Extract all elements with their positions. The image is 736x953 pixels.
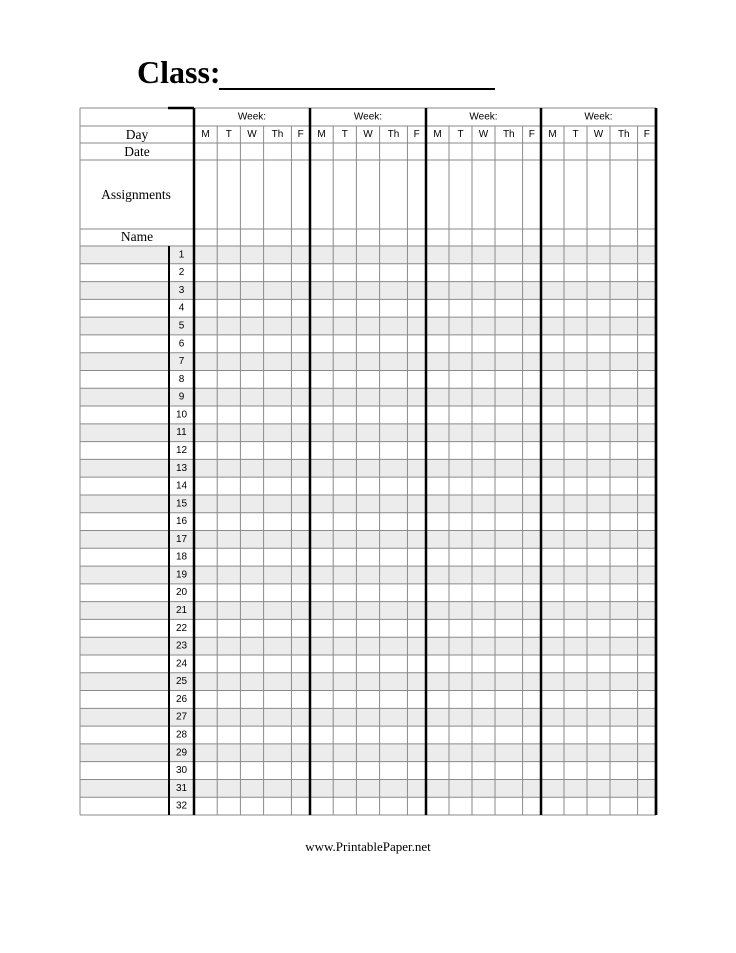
- student-number: 27: [175, 711, 188, 723]
- week-label: Week:: [237, 111, 267, 123]
- row-shading: [80, 708, 656, 726]
- row-shading: [80, 602, 656, 620]
- day-header-th: Th: [502, 129, 515, 140]
- day-header-m: M: [548, 129, 557, 140]
- row-shading: [80, 353, 656, 371]
- day-header-t: T: [457, 129, 464, 140]
- student-number: 22: [175, 622, 188, 634]
- student-number: 2: [178, 267, 185, 279]
- day-header-m: M: [433, 129, 442, 140]
- row-shading: [80, 459, 656, 477]
- student-number: 21: [175, 605, 188, 617]
- student-number: 18: [175, 551, 188, 563]
- student-number: 31: [175, 782, 188, 794]
- student-number: 19: [175, 569, 188, 581]
- day-header-th: Th: [617, 129, 630, 140]
- row-shading: [80, 779, 656, 797]
- row-shading: [80, 495, 656, 513]
- day-header-f: F: [297, 129, 304, 140]
- row-shading: [80, 388, 656, 406]
- day-header-f: F: [643, 129, 650, 140]
- footer-website: www.PrintablePaper.net: [305, 839, 431, 854]
- day-header-w: W: [247, 129, 257, 140]
- row-shading: [80, 673, 656, 691]
- day-header-t: T: [225, 129, 232, 140]
- name-column-label: Name: [120, 229, 154, 244]
- student-number: 32: [175, 800, 188, 812]
- day-header-t: T: [341, 129, 348, 140]
- day-header-f: F: [413, 129, 420, 140]
- student-number: 16: [175, 516, 188, 528]
- student-number: 28: [175, 729, 188, 741]
- student-number: 24: [175, 658, 188, 670]
- student-number: 29: [175, 747, 188, 759]
- row-shading: [80, 744, 656, 762]
- student-number: 5: [178, 320, 185, 332]
- day-header-w: W: [363, 129, 373, 140]
- student-number: 23: [175, 640, 188, 652]
- student-number: 9: [178, 391, 185, 403]
- day-header-f: F: [528, 129, 535, 140]
- student-number: 20: [175, 587, 188, 599]
- row-shading: [80, 637, 656, 655]
- day-header-w: W: [478, 129, 489, 140]
- row-shading: [80, 246, 656, 264]
- student-number: 11: [176, 427, 187, 439]
- day-header-m: M: [317, 129, 326, 140]
- day-header-m: M: [201, 129, 210, 140]
- week-label: Week:: [353, 111, 383, 123]
- row-shading: [80, 317, 656, 335]
- row-shading: [80, 282, 656, 300]
- student-number: 15: [175, 498, 188, 510]
- student-number: 26: [175, 693, 188, 705]
- date-row-label: Date: [124, 144, 150, 159]
- student-number: 30: [175, 765, 188, 777]
- student-number: 10: [175, 409, 188, 421]
- week-label: Week:: [584, 111, 613, 123]
- week-label: Week:: [469, 111, 498, 123]
- row-shading: [80, 531, 656, 549]
- student-number: 6: [178, 338, 185, 350]
- day-row-label: Day: [125, 127, 149, 142]
- assignments-row-label: Assignments: [101, 187, 171, 202]
- student-number: 4: [178, 302, 185, 314]
- student-number: 13: [175, 462, 188, 474]
- day-header-t: T: [572, 129, 579, 140]
- student-number: 8: [178, 373, 185, 385]
- row-shading: [80, 566, 656, 584]
- student-number: 17: [175, 533, 188, 545]
- day-header-th: Th: [387, 129, 400, 140]
- student-number: 14: [175, 480, 188, 492]
- day-header-th: Th: [271, 129, 284, 140]
- row-shading: [80, 424, 656, 442]
- student-number: 7: [178, 356, 185, 368]
- student-number: 25: [175, 676, 188, 688]
- day-header-w: W: [593, 129, 604, 140]
- student-number: 1: [178, 249, 185, 261]
- class-label: Class:: [137, 54, 221, 90]
- student-number: 12: [175, 444, 188, 456]
- student-number: 3: [178, 284, 185, 296]
